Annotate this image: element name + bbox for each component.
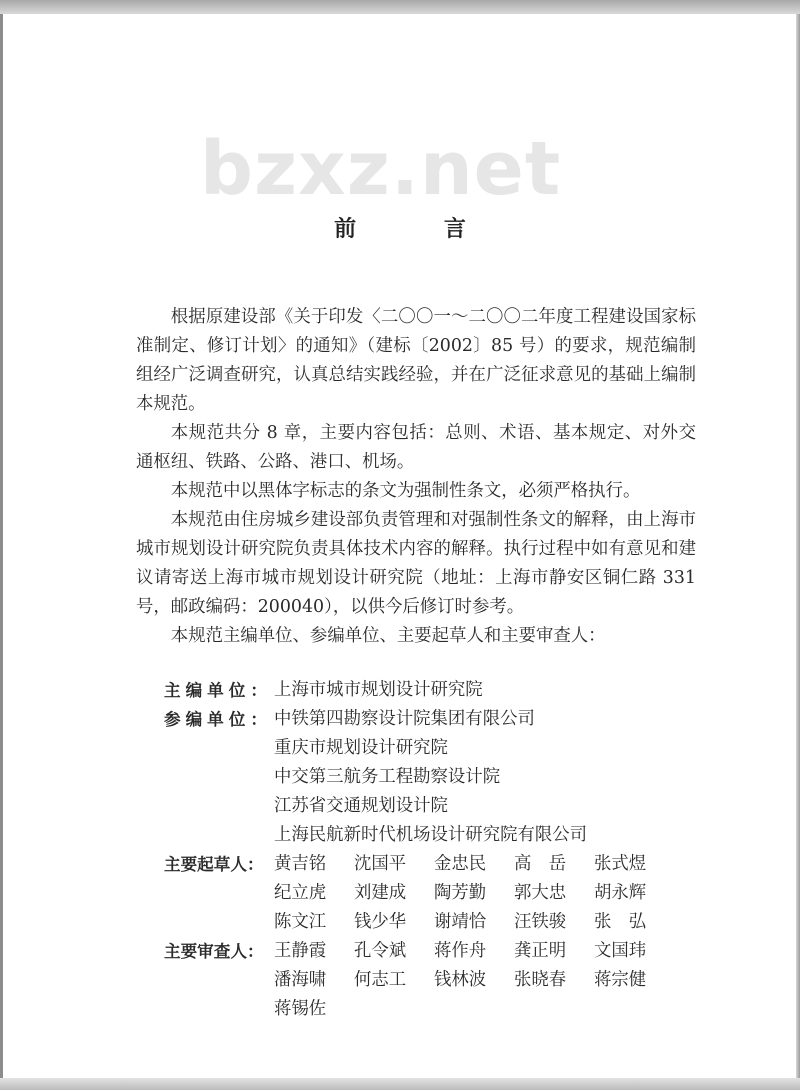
- reviewers-row: [136, 995, 706, 1024]
- person-name: 蒋作舟: [434, 941, 487, 961]
- person-name: 陈文江: [274, 912, 327, 932]
- person-name: 张晓春: [514, 970, 567, 990]
- left-border: [0, 14, 3, 1078]
- person-name: 沈国平: [354, 854, 407, 874]
- person-name: 王静霞: [274, 941, 327, 961]
- paragraph: 本规范共分 8 章，主要内容包括：总则、术语、基本规定、对外交通枢纽、铁路、公路、港口、机场。: [136, 423, 696, 472]
- person-name: 高 岳: [514, 854, 567, 874]
- person-name: 黄吉铭: [274, 854, 327, 874]
- preface-body: [136, 303, 696, 651]
- paragraph: 根据原建设部《关于印发〈二〇〇一～二〇〇二年度工程建设国家标准制定、修订计划〉的通知》（建标〔2002〕85 号）的要求，规范编制组经广泛调查研究，认真总结实践经验，并在广泛征求意见的基础上编制本规范。: [136, 307, 696, 414]
- person-name: 何志工: [354, 970, 407, 990]
- person-name: 蒋宗健: [594, 970, 647, 990]
- drafters-row: [136, 908, 706, 937]
- person-name: 胡永辉: [594, 883, 647, 903]
- person-name: 潘海啸: [274, 970, 327, 990]
- participating-unit-row: [136, 821, 706, 850]
- bottom-border: [0, 1078, 800, 1090]
- top-border: [0, 0, 800, 14]
- participating-unit: 上海民航新时代机场设计研究院有限公司: [274, 825, 588, 845]
- person-name: 蒋锡佐: [274, 999, 327, 1019]
- person-name: 纪立虎: [274, 883, 327, 903]
- paragraph: 本规范中以黑体字标志的条文为强制性条文，必须严格执行。: [170, 481, 641, 501]
- participating-unit: 重庆市规划设计研究院: [274, 738, 448, 758]
- contributors-list: [136, 676, 706, 1024]
- person-name: 文国玮: [594, 941, 647, 961]
- person-name: 张式煜: [594, 854, 647, 874]
- reviewers-label: 主要审查人：: [164, 942, 264, 961]
- chief-unit-row: [136, 676, 706, 705]
- right-border: [796, 14, 800, 1078]
- participating-unit: 中铁第四勘察设计院集团有限公司: [274, 709, 535, 729]
- person-name: 龚正明: [514, 941, 567, 961]
- participating-unit-row: [136, 763, 706, 792]
- drafters-label: 主要起草人：: [164, 855, 264, 874]
- person-name: 金忠民: [434, 854, 487, 874]
- participating-unit-row: [136, 734, 706, 763]
- chief-unit-value: 上海市城市规划设计研究院: [274, 680, 483, 700]
- person-name: 钱林波: [434, 970, 487, 990]
- participating-units-label: 参编单位：: [164, 710, 272, 729]
- participating-unit: 江苏省交通规划设计院: [274, 796, 448, 816]
- participating-unit: 中交第三航务工程勘察设计院: [274, 767, 501, 787]
- person-name: 汪铁骏: [514, 912, 567, 932]
- person-name: 陶芳勤: [434, 883, 487, 903]
- person-name: 张 弘: [594, 912, 647, 932]
- person-name: 孔令斌: [354, 941, 407, 961]
- drafters-row: [136, 850, 706, 879]
- chief-unit-label: 主编单位：: [164, 681, 272, 700]
- page-title: 前 言: [334, 217, 506, 242]
- reviewers-row: [136, 966, 706, 995]
- watermark: bzxz.net: [200, 126, 562, 212]
- person-name: 刘建成: [354, 883, 407, 903]
- person-name: 郭大忠: [514, 883, 567, 903]
- participating-unit-row: [136, 705, 706, 734]
- person-name: 钱少华: [354, 912, 407, 932]
- drafters-row: [136, 879, 706, 908]
- person-name: 谢靖恰: [434, 912, 487, 932]
- paragraph: 本规范主编单位、参编单位、主要起草人和主要审查人：: [170, 626, 606, 646]
- participating-unit-row: [136, 792, 706, 821]
- paragraph: 本规范由住房城乡建设部负责管理和对强制性条文的解释，由上海市城市规划设计研究院负责具体技术内容的解释。执行过程中如有意见和建议请寄送上海市城市规划设计研究院（地址：上海市静安区铜仁路 331 号，邮政编码：200040），以供今后修订时参考。: [136, 510, 696, 617]
- reviewers-row: [136, 937, 706, 966]
